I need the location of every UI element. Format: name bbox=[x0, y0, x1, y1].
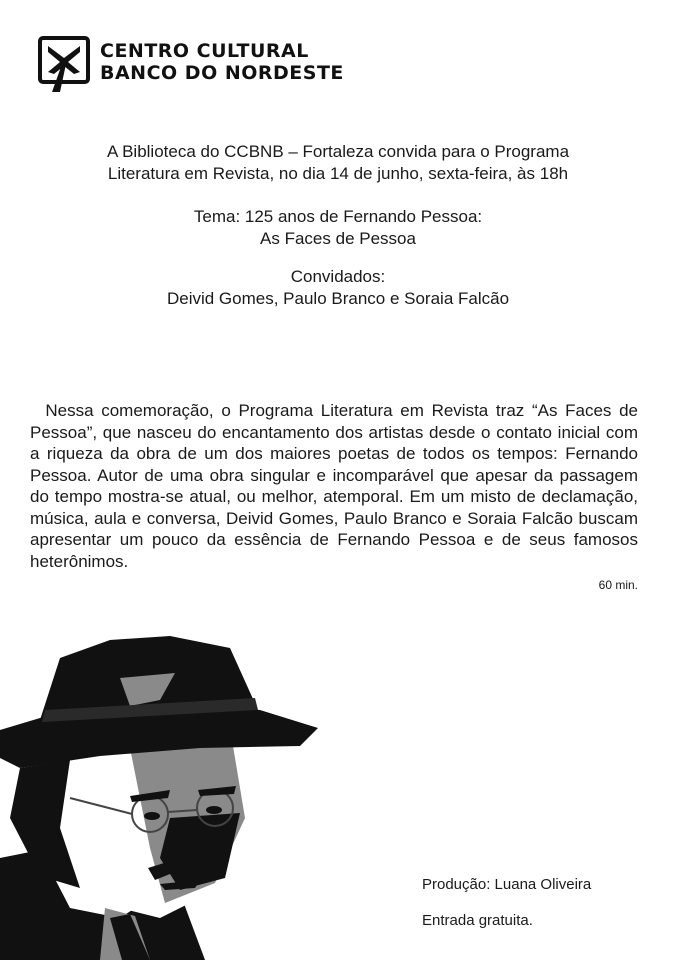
production-credit: Produção: Luana Oliveira bbox=[422, 876, 592, 893]
ccbnb-logo bbox=[38, 36, 344, 96]
duration-label: 60 min. bbox=[598, 578, 638, 592]
invitation-text bbox=[0, 141, 676, 185]
theme-line-1: Tema: 125 anos de Fernando Pessoa: bbox=[193, 207, 483, 226]
guests-block bbox=[0, 266, 676, 310]
logo-line-1: CENTRO CULTURAL bbox=[100, 40, 309, 62]
logo-line-2: BANCO DO NORDESTE bbox=[100, 62, 344, 84]
theme-block bbox=[0, 206, 676, 250]
invitation-line-1: A Biblioteca do CCBNB – Fortaleza convida para o Programa bbox=[106, 142, 570, 161]
free-entry-note: Entrada gratuita. bbox=[422, 912, 533, 929]
theme-line-2: As Faces de Pessoa bbox=[260, 229, 416, 248]
guests-names: Deivid Gomes, Paulo Branco e Soraia Falcão bbox=[166, 289, 510, 308]
ccbnb-logo-icon bbox=[38, 36, 90, 94]
logo-wordmark bbox=[100, 40, 344, 84]
fernando-pessoa-portrait bbox=[0, 618, 330, 960]
invitation-line-2: Literatura em Revista, no dia 14 de junho, sexta-feira, às 18h bbox=[107, 164, 569, 183]
event-description: Nessa comemoração, o Programa Literatura em Revista traz “As Faces de Pessoa”, que nasceu do encantamento dos artistas desde o contato inicial com a riqueza da obra de um dos maiores poetas de todos os tempos: Fernando Pessoa. Autor de uma obra singular e incomparável que apesar da passagem do tempo mostra-se atual, ou melhor, atemporal. Em um misto de declamação, música, aula e conversa, Deivid Gomes, Paulo Branco e Soraia Falcão buscam apresentar um pouco da essência de Fernando Pessoa e de seus famosos heterônimos. bbox=[30, 401, 643, 571]
guests-label: Convidados: bbox=[290, 267, 386, 286]
